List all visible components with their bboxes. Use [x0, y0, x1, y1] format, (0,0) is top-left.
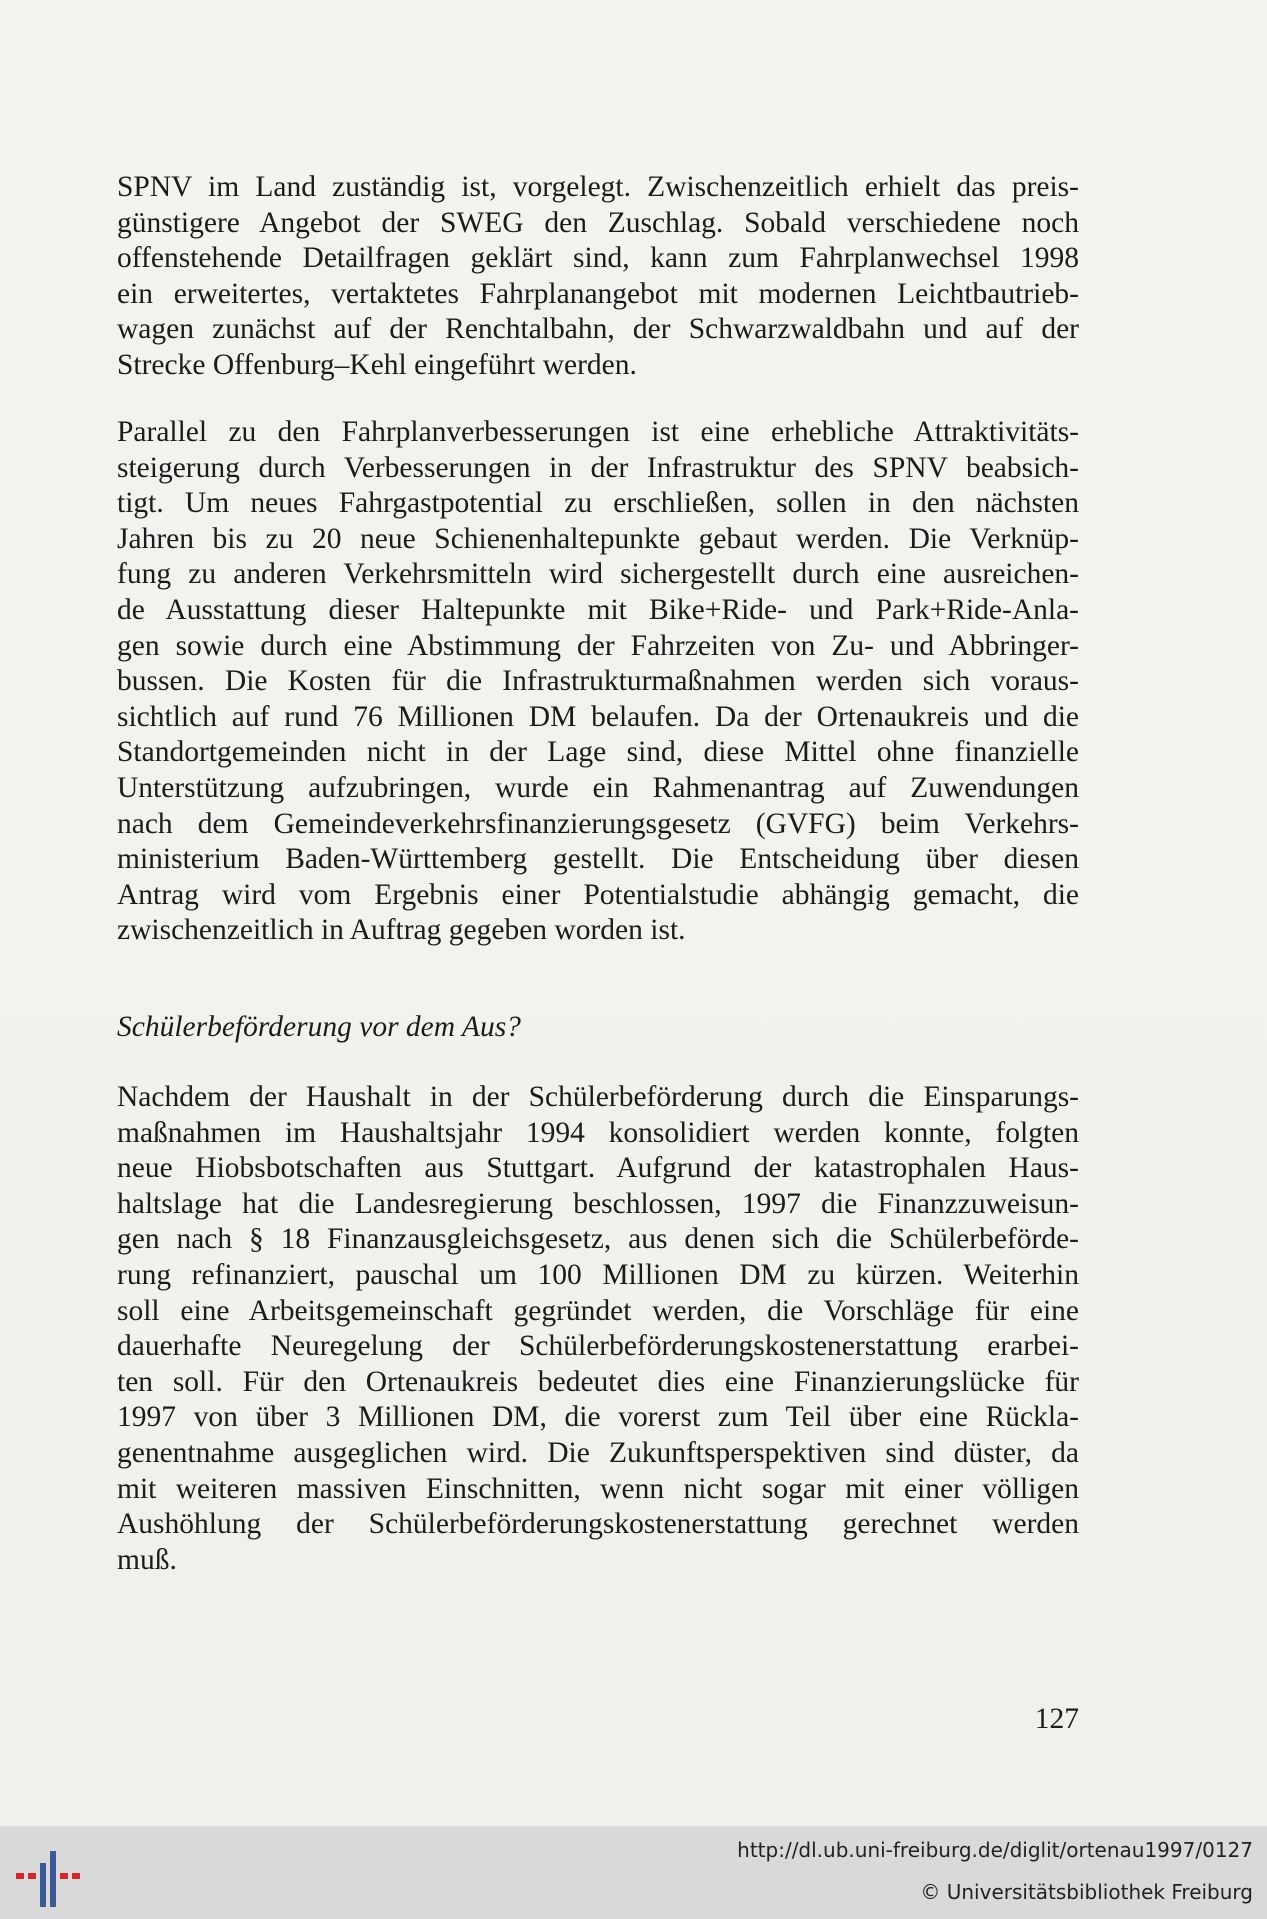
paragraph-3: [117, 1080, 1079, 1578]
text-line: Strecke Offenburg–Kehl eingeführt werden.: [117, 348, 637, 381]
text-line: de Ausstattung dieser Haltepunkte mit Bike+Ride- und Park+Ride-Anla-: [117, 593, 1079, 626]
text-line: Standortgemeinden nicht in der Lage sind, diese Mittel ohne finanzielle: [117, 736, 1079, 769]
text-line: gen sowie durch eine Abstimmung der Fahrzeiten von Zu- und Abbringer-: [117, 629, 1079, 662]
paragraph-1: [117, 170, 1079, 384]
text-line: Antrag wird vom Ergebnis einer Potentialstudie abhängig gemacht, die: [117, 878, 1079, 911]
text-line: bussen. Die Kosten für die Infrastrukturmaßnahmen werden sich voraus-: [117, 665, 1079, 698]
text-line: haltslage hat die Landesregierung beschlossen, 1997 die Finanzzuweisun-: [117, 1187, 1079, 1220]
text-line: genentnahme ausgeglichen wird. Die Zukunftsperspektiven sind düster, da: [117, 1436, 1079, 1469]
text-line: nach dem Gemeindeverkehrsfinanzierungsgesetz (GVFG) beim Verkehrs-: [117, 807, 1079, 840]
text-line: fung zu anderen Verkehrsmitteln wird sichergestellt durch eine ausreichen-: [117, 558, 1079, 591]
text-line: offenstehende Detailfragen geklärt sind, kann zum Fahrplanwechsel 1998: [117, 242, 1079, 275]
text-line: sichtlich auf rund 76 Millionen DM belaufen. Da der Ortenaukreis und die: [117, 700, 1079, 733]
text-line: Unterstützung aufzubringen, wurde ein Rahmenantrag auf Zuwendungen: [117, 771, 1079, 804]
page-number: 127: [1034, 1703, 1079, 1735]
text-line: SPNV im Land zuständig ist, vorgelegt. Zwischenzeitlich erhielt das preis-: [117, 171, 1079, 203]
text-line: Jahren bis zu 20 neue Schienenhaltepunkte gebaut werden. Die Verknüp-: [117, 522, 1079, 555]
section-heading: Schülerbeförderung vor dem Aus?: [117, 1011, 521, 1043]
text-line: Nachdem der Haushalt in der Schülerbeförderung durch die Einsparungs-: [117, 1081, 1079, 1113]
text-line: günstigere Angebot der SWEG den Zuschlag. Sobald verschiedene noch: [117, 206, 1079, 239]
text-line: steigerung durch Verbesserungen in der Infrastruktur des SPNV beabsich-: [117, 451, 1079, 484]
text-line: soll eine Arbeitsgemeinschaft gegründet werden, die Vorschläge für eine: [117, 1294, 1079, 1327]
text-line: 1997 von über 3 Millionen DM, die vorerst zum Teil über eine Rückla-: [117, 1401, 1079, 1434]
text-line: gen nach § 18 Finanzausgleichsgesetz, aus denen sich die Schülerbeförde-: [117, 1223, 1079, 1256]
text-line: ten soll. Für den Ortenaukreis bedeutet dies eine Finanzierungslücke für: [117, 1365, 1079, 1398]
ub-freiburg-logo-icon: [14, 1843, 84, 1907]
paragraph-2: [117, 415, 1079, 949]
text-line: dauerhafte Neuregelung der Schülerbeförderungskostenerstattung erarbei-: [117, 1330, 1079, 1363]
text-line: tigt. Um neues Fahrgastpotential zu erschließen, sollen in den nächsten: [117, 487, 1079, 520]
text-line: Aushöhlung der Schülerbeförderungskostenerstattung gerechnet werden: [117, 1508, 1079, 1541]
text-line: Parallel zu den Fahrplanverbesserungen ist eine erhebliche Attraktivitäts-: [117, 416, 1079, 448]
text-line: rung refinanziert, pauschal um 100 Millionen DM zu kürzen. Weiterhin: [117, 1258, 1079, 1291]
text-line: neue Hiobsbotschaften aus Stuttgart. Aufgrund der katastrophalen Haus-: [117, 1152, 1079, 1185]
text-line: muß.: [117, 1543, 177, 1576]
text-line: wagen zunächst auf der Renchtalbahn, der Schwarzwaldbahn und auf der: [117, 313, 1079, 346]
text-line: ministerium Baden-Württemberg gestellt. Die Entscheidung über diesen: [117, 843, 1079, 876]
footer-bar: [0, 1826, 1267, 1919]
text-line: mit weiteren massiven Einschnitten, wenn nicht sogar mit einer völligen: [117, 1472, 1079, 1505]
copyright-notice: © Universitätsbibliothek Freiburg: [920, 1880, 1253, 1904]
source-url-link[interactable]: http://dl.ub.uni-freiburg.de/diglit/ortenau1997/0127: [737, 1838, 1253, 1862]
text-line: zwischenzeitlich in Auftrag gegeben worden ist.: [117, 914, 686, 947]
text-line: ein erweitertes, vertaktetes Fahrplanangebot mit modernen Leichtbautrieb-: [117, 277, 1079, 310]
text-line: maßnahmen im Haushaltsjahr 1994 konsolidiert werden konnte, folgten: [117, 1116, 1079, 1149]
